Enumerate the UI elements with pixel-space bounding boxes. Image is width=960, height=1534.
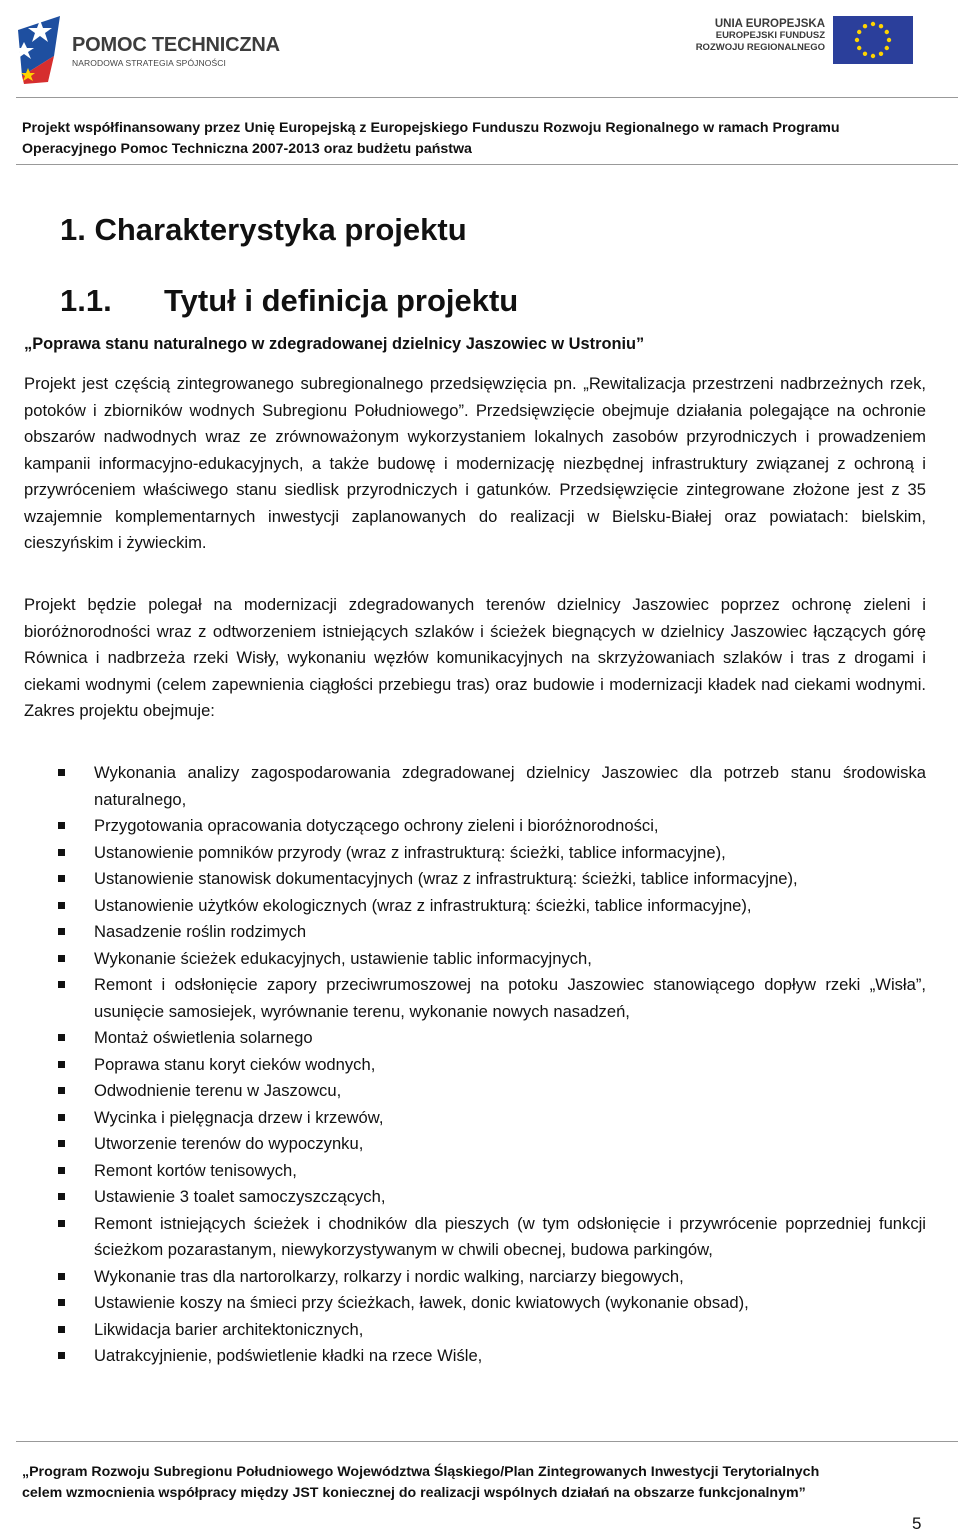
scope-list-item [24, 1052, 926, 1079]
scope-list-item [24, 893, 926, 920]
scope-list-item [24, 946, 926, 973]
header-divider-bottom [16, 164, 958, 165]
footer-text [22, 1462, 942, 1504]
square-bullet-icon [58, 769, 65, 776]
scope-list-item [24, 1131, 926, 1158]
funding-notice-line1: Projekt współfinansowany przez Unię Europejską z Europejskiego Funduszu Rozwoju Regionalnego w ramach Programu [22, 120, 840, 136]
scope-item-text: Wycinka i pielęgnacja drzew i krzewów, [94, 1107, 384, 1127]
scope-list-item [24, 1343, 926, 1370]
paragraph-scope: Projekt będzie polegał na modernizacji zdegradowanych terenów dzielnicy Jaszowiec poprzez ochronę zieleni i bioróżnorodności wraz z odtworzeniem istniejących szlaków i ścieżek biegnących w dzielnicy Jaszowiec łączących górę Równica i nadbrzeża rzeki Wisły, wykonaniu węzłów komunikacyjnych na skrzyżowaniach szlaków i tras z drogami i ciekami wodnymi (celem zapewnienia ciągłości przebiegu tras) oraz budowie i modernizacji kładek nad ciekami wodnymi. Zakres projektu obejmuje: [24, 595, 926, 720]
page-number: 5 [912, 1514, 922, 1533]
scope-item-text: Odwodnienie terenu w Jaszowcu, [94, 1081, 342, 1100]
scope-item-text: Remont istniejących ścieżek i chodników dla pieszych (w tym odsłonięcie i przywrócenie poprzedniej funkcji ścieżkom pozarastanym, niewykorzystywanym w chwili obecnej, budowa parkingów, [94, 1213, 926, 1259]
square-bullet-icon [58, 981, 65, 988]
scope-list [24, 760, 926, 1370]
square-bullet-icon [58, 1193, 65, 1200]
scope-item-text: Poprawa stanu koryt cieków wodnych, [94, 1054, 376, 1074]
subsection-number: 1.1. [60, 283, 112, 318]
square-bullet-icon [58, 1087, 65, 1094]
footer-line2: celem wzmocnienia współpracy między JST koniecznej do realizacji wspólnych działań na obszarze funkcjonalnym” [22, 1485, 806, 1501]
header-divider [16, 97, 958, 98]
scope-list-item [24, 972, 926, 1025]
scope-item-text: Ustanowienie stanowisk dokumentacyjnych (wraz z infrastrukturą: ścieżki, tablice informacyjne), [94, 869, 798, 888]
scope-item-text: Remont kortów tenisowych, [94, 1160, 297, 1180]
scope-list-item [24, 1290, 926, 1317]
square-bullet-icon [58, 928, 65, 935]
paragraph-intro: Projekt jest częścią zintegrowanego subregionalnego przedsięwzięcia pn. „Rewitalizacja przestrzeni nadbrzeżnych rzek, potoków i zbiorników wodnych Subregionu Południowego”. Przedsięwzięcie obejmuje działania polegające na ochronie obszarów nadwodnych wraz ze zrównoważonym wykorzystaniem lokalnych zasobów przyrodniczych i prowadzeniem kampanii informacyjno-edukacyjnych, a także budowę i modernizację niezbędnej infrastruktury związanej z ochroną i przywróceniem właściwego stanu siedlisk przyrodniczych i gatunków. Przedsięwzięcie zintegrowane złożone jest z 35 wzajemnie komplementarnych inwestycji zaplanowanych do realizacji w Bielsku-Białej oraz powiatach: bielskim, cieszyńskim i żywieckim. [24, 374, 926, 552]
scope-item-text: Ustanowienie pomników przyrody (wraz z infrastrukturą: ścieżki, tablice informacyjne), [94, 842, 726, 862]
square-bullet-icon [58, 955, 65, 962]
square-bullet-icon [58, 849, 65, 856]
square-bullet-icon [58, 875, 65, 882]
eu-logo-text [696, 18, 825, 54]
funding-notice-line2: Operacyjnego Pomoc Techniczna 2007-2013 oraz budżetu państwa [22, 141, 472, 157]
square-bullet-icon [58, 1299, 65, 1306]
scope-item-text: Montaż oświetlenia solarnego [94, 1028, 313, 1047]
star-flag-icon [14, 12, 68, 86]
square-bullet-icon [58, 1352, 65, 1359]
scope-list-item [24, 1025, 926, 1052]
logo-subtitle: NARODOWA STRATEGIA SPÓJNOŚCI [72, 58, 226, 68]
square-bullet-icon [58, 1167, 65, 1174]
funding-notice [22, 118, 942, 160]
section-heading: 1. Charakterystyka projektu [60, 212, 467, 247]
scope-list-item [24, 840, 926, 867]
scope-item-text: Wykonania analizy zagospodarowania zdegradowanej dzielnicy Jaszowiec dla potrzeb stanu środowiska naturalnego, [94, 763, 926, 809]
subsection-heading [60, 283, 518, 319]
square-bullet-icon [58, 822, 65, 829]
scope-list-item [24, 1158, 926, 1185]
eu-flag-icon [833, 16, 913, 64]
eu-logo-line3: ROZWOJU REGIONALNEGO [695, 42, 825, 53]
scope-item-text: Ustawienie 3 toalet samoczyszczących, [94, 1187, 386, 1206]
footer-line1: „Program Rozwoju Subregionu Południowego Województwa Śląskiego/Plan Zintegrowanych Inwestycji Terytorialnych [22, 1464, 820, 1480]
scope-item-text: Remont i odsłonięcie zapory przeciwrumoszowej na potoku Jaszowiec stanowiącego dopływ rzeki „Wisła”, usunięcie samosiejek, wyrównanie terenu, wykonanie nowych nasadzeń, [94, 975, 926, 1021]
square-bullet-icon [58, 902, 65, 909]
scope-list-item [24, 1264, 926, 1291]
square-bullet-icon [58, 1140, 65, 1147]
project-title: „Poprawa stanu naturalnego w zdegradowanej dzielnicy Jaszowiec w Ustroniu” [24, 335, 645, 353]
scope-item-text: Uatrakcyjnienie, podświetlenie kładki na rzece Wiśle, [94, 1346, 483, 1365]
square-bullet-icon [58, 1061, 65, 1068]
subsection-title: Tytuł i definicja projektu [164, 283, 519, 318]
eu-logo-line2: EUROPEJSKI FUNDUSZ [715, 30, 825, 41]
square-bullet-icon [58, 1273, 65, 1280]
footer-divider [16, 1441, 958, 1442]
eu-logo-line1: UNIA EUROPEJSKA [714, 18, 825, 30]
square-bullet-icon [58, 1220, 65, 1227]
scope-list-item [24, 1211, 926, 1264]
scope-item-text: Przygotowania opracowania dotyczącego ochrony zieleni i bioróżnorodności, [94, 816, 659, 835]
scope-item-text: Ustanowienie użytków ekologicznych (wraz z infrastrukturą: ścieżki, tablice informacyjne), [94, 895, 752, 915]
scope-item-text: Likwidacja barier architektonicznych, [94, 1319, 364, 1339]
square-bullet-icon [58, 1326, 65, 1333]
pomoc-techniczna-logo [14, 12, 280, 86]
square-bullet-icon [58, 1034, 65, 1041]
scope-item-text: Ustawienie koszy na śmieci przy ścieżkach, ławek, donic kwiatowych (wykonanie obsad), [94, 1293, 749, 1312]
scope-list-item [24, 813, 926, 840]
scope-list-item [24, 866, 926, 893]
scope-item-text: Utworzenie terenów do wypoczynku, [94, 1134, 364, 1153]
scope-list-item [24, 760, 926, 813]
square-bullet-icon [58, 1114, 65, 1121]
scope-list-item [24, 1078, 926, 1105]
eu-logo [688, 16, 913, 66]
scope-list-item [24, 1184, 926, 1211]
scope-item-text: Wykonanie ścieżek edukacyjnych, ustawienie tablic informacyjnych, [94, 948, 592, 968]
scope-item-text: Wykonanie tras dla nartorolkarzy, rolkarzy i nordic walking, narciarzy biegowych, [94, 1266, 684, 1286]
logo-title: POMOC TECHNICZNA [72, 34, 280, 56]
scope-list-item [24, 919, 926, 946]
scope-item-text: Nasadzenie roślin rodzimych [94, 922, 307, 941]
scope-list-item [24, 1105, 926, 1132]
scope-list-item [24, 1317, 926, 1344]
